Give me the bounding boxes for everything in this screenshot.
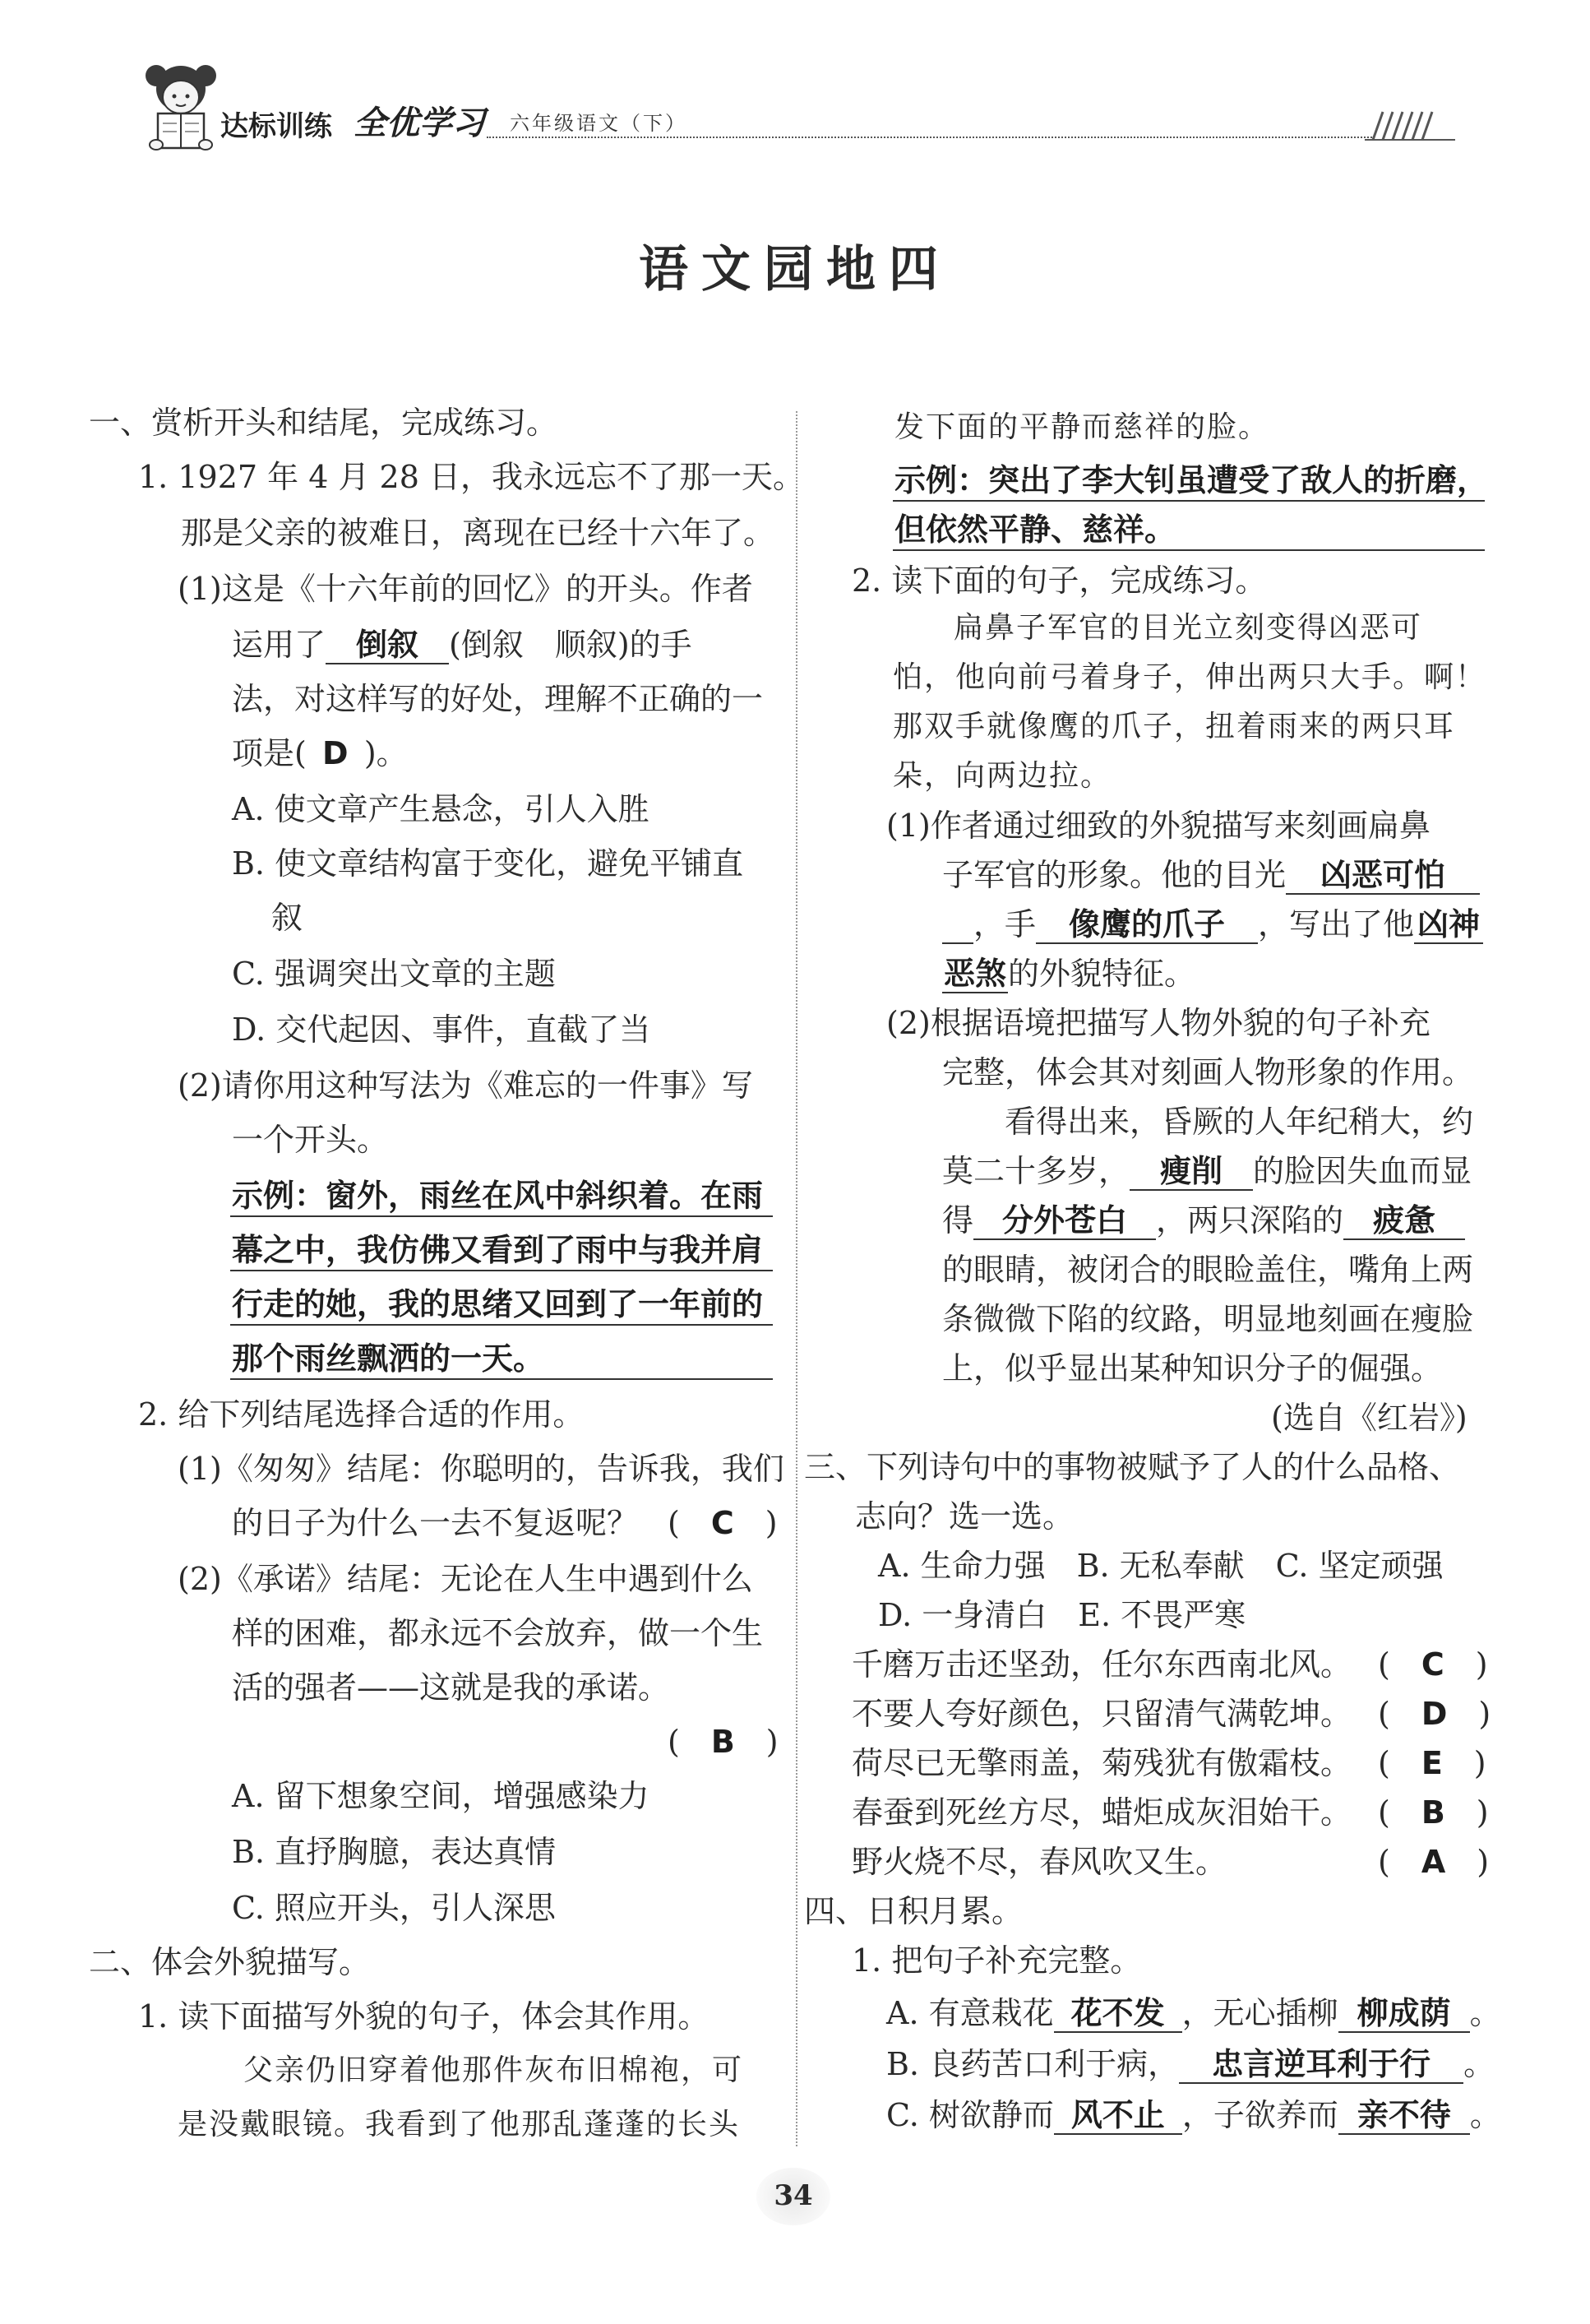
answer-blank: 柳成荫 [1338,1995,1470,2033]
poem-line-4: 春蚕到死丝方尽，蜡炬成灰泪始干。 [852,1794,1352,1831]
passage-line-2: 是没戴眼镜。我看到了他那乱蓬蓬的长头 [178,2108,741,2141]
answer-blank: 凶神 [1414,906,1483,944]
q1-part1-line-a: (1)这是《十六年前的回忆》的开头。作者 [178,571,753,607]
answer-choice: D [1421,1696,1448,1732]
s2-q1-answer-1: 示例：突出了李大钊虽遭受了敌人的折磨， [894,462,1489,498]
s2-q1-line: 1. 读下面描写外貌的句子，体会其作用。 [138,1998,709,2035]
option-b-line1: B. 使文章结构富于变化，避免平铺直 [232,845,744,882]
answer-blank-tail [942,906,973,944]
poem-answer-4: ( B ) [1378,1794,1489,1831]
q2-part2-line-a: (2)《承诺》结尾：无论在人生中遇到什么 [178,1561,753,1597]
answer-blank: 疲惫 [1343,1202,1465,1240]
q1-part2-line-b: 一个开头。 [232,1122,389,1158]
header-rule [487,137,1375,138]
q1-line1: 1. 1927 年 4 月 28 日，我永远忘不了那一天。 [138,459,804,495]
poem-line-2: 不要人夸好颜色，只留清气满乾坤。 [852,1696,1352,1732]
brand-script: 全优学习 [354,104,485,142]
text: ，写出了他 [1258,906,1415,942]
sq2-line-g: 条微微下陷的纹路，明显地刻画在瘦脸 [942,1301,1474,1337]
q2-part1-line-b: 的日子为什么一去不复返呢？ [232,1505,639,1541]
s3-options-1: A. 生命力强 B. 无私奉献 C. 坚定顽强 [878,1548,1444,1584]
section-2-heading: 二、体会外貌描写。 [89,1944,371,1980]
header-stripes-icon [1365,109,1455,141]
q1-line2: 那是父亲的被难日，离现在已经十六年了。 [181,515,775,551]
q2-part2-line-b: 样的困难，都永远不会放弃，做一个生 [232,1615,764,1651]
sq1-line-c [942,905,1483,944]
q1-part2-answer-3: 行走的她，我的思绪又回到了一年前的 [232,1286,764,1322]
text: ，无心插柳 [1181,1995,1338,2031]
passage-line-1: 父亲仍旧穿着他那件灰布旧棉袍，可 [243,2053,744,2087]
column-divider [796,411,797,2146]
poem-line-3: 荷尽已无擎雨盖，菊残犹有傲霜枝。 [852,1745,1352,1781]
answer-choice: C [710,1505,734,1541]
sq1-line-d [942,954,1195,993]
q1-part1-line-b [232,625,692,664]
option-b-line2: 叙 [271,900,303,936]
s4-q1-line: 1. 把句子补充完整。 [852,1942,1142,1979]
answer-blank: 倒叙 [326,627,449,664]
q1-part2-answer-4: 那个雨丝飘洒的一天。 [232,1340,545,1377]
page-number: 34 [774,2179,813,2212]
q2-line: 2. 给下列结尾选择合适的作用。 [138,1396,585,1433]
poem-answer-5: ( A ) [1378,1844,1490,1880]
section-3-heading-b: 志向？选一选。 [855,1498,1075,1535]
q2-part1-line-a: (1)《匆匆》结尾：你聪明的，告诉我，我们 [178,1451,784,1487]
poem-line-5: 野火烧不尽，春风吹又生。 [852,1844,1227,1880]
answer-blank: 像鹰的爪子 [1036,906,1258,944]
text: 子军官的形象。他的目光 [942,857,1287,893]
answer-blank: 恶煞 [943,956,1006,992]
answer-rule [230,1324,773,1326]
q1-part2-line-a: (2)请你用这种写法为《难忘的一件事》写 [178,1067,753,1104]
q2-part2-answer: ( B ) [668,1724,779,1760]
girl-reading-icon [140,58,222,155]
text: 的外貌特征。 [1008,956,1196,992]
text: 莫二十多岁， [942,1153,1130,1189]
text: 得 [942,1202,974,1238]
sq1-line-b [942,855,1480,895]
answer-rule [893,500,1485,502]
text: 的脸因失血而显 [1253,1153,1472,1189]
text: ，两只深陷的 [1156,1202,1344,1238]
q2-part1-answer: ( C ) [668,1505,778,1541]
answer-blank: 亲不待 [1338,2097,1470,2135]
s4-c-line [886,2095,1501,2135]
page-title: 语文园地四 [639,241,951,299]
source-note: (选自《红岩》) [1271,1400,1468,1436]
section-4-heading: 四、日积月累。 [804,1893,1024,1929]
answer-blank: 分外苍白 [973,1202,1156,1240]
text: A. 有意栽花 [886,1995,1054,2031]
q2-option-b: B. 直抒胸臆，表达真情 [232,1834,557,1870]
sq2-line-h: 上，似乎显出某种知识分子的倔强。 [942,1350,1443,1387]
answer-blank: 花不发 [1054,1995,1182,2033]
s2-q2-line: 2. 读下面的句子，完成练习。 [852,562,1267,599]
passage-2-line-4: 朵，向两边拉。 [893,759,1112,793]
answer-choice: D [322,735,349,771]
answer-blank: 瘦削 [1130,1153,1253,1191]
answer-choice: B [1421,1794,1445,1831]
answer-choice: E [1421,1745,1443,1781]
answer-rule [230,1270,773,1271]
s4-b-line [886,2044,1495,2084]
passage-2-line-1: 扁鼻子军官的目光立刻变得凶恶可 [954,611,1423,645]
text: 项是( [232,735,307,771]
answer-choice: C [1421,1646,1444,1683]
passage-2-line-3: 那双手就像鹰的爪子，扭着雨来的两只耳 [893,710,1456,743]
q1-part2-answer-1: 示例：窗外，雨丝在风中斜织着。在雨 [232,1178,764,1214]
sq2-line-a: (2)根据语境把描写人物外貌的句子补充 [886,1005,1431,1041]
sq2-line-c: 看得出来，昏厥的人年纪稍大，约 [1005,1104,1474,1140]
brand-name: 达标训练 [220,110,332,143]
passage-2-line-2: 怕，他向前弓着身子，伸出两只大手。啊！ [893,660,1487,694]
answer-rule [230,1378,773,1380]
passage-line-3: 发下面的平静而慈祥的脸。 [894,410,1270,444]
sq1-line-a: (1)作者通过细致的外貌描写来刻画扁鼻 [886,808,1431,844]
book-subtitle: 六年级语文（下） [510,112,687,135]
text: ，子欲养而 [1181,2097,1338,2133]
q1-part1-line-c: 法，对这样写的好处，理解不正确的一 [232,681,764,717]
text: ，手 [973,906,1037,942]
s3-options-2: D. 一身清白 E. 不畏严寒 [878,1597,1246,1633]
answer-blank: 凶恶可怕 [1286,857,1480,895]
poem-answer-2: ( D ) [1378,1696,1491,1732]
section-3-heading-a: 三、下列诗句中的事物被赋予了人的什么品格、 [804,1449,1461,1485]
text: B. 良药苦口利于病， [886,2046,1180,2082]
option-d: D. 交代起因、事件，直截了当 [232,1012,651,1048]
q2-option-c: C. 照应开头，引人深思 [232,1890,556,1926]
sq2-line-f: 的眼睛，被闭合的眼睑盖住，嘴角上两 [942,1252,1474,1288]
q2-option-a: A. 留下想象空间，增强感染力 [232,1778,649,1814]
answer-blank: 风不止 [1054,2097,1182,2135]
text: )。 [363,735,408,771]
s4-a-line [886,1993,1501,2033]
answer-choice: B [710,1724,735,1760]
poem-line-1: 千磨万击还坚劲，任尔东西南北风。 [852,1646,1352,1683]
text: (倒叙 顺叙)的手 [449,627,692,663]
header [132,58,1463,164]
poem-answer-3: ( E ) [1378,1745,1486,1781]
answer-blank: 忠言逆耳利于行 [1179,2046,1463,2084]
option-c: C. 强调突出文章的主题 [232,956,556,992]
text: 。 [1469,2097,1501,2133]
answer-rule [893,549,1485,551]
q1-part1-line-d [232,734,408,773]
q2-part2-line-c: 活的强者——这就是我的承诺。 [232,1669,670,1706]
text: C. 树欲静而 [886,2097,1054,2133]
poem-answer-1: ( C ) [1378,1646,1488,1683]
section-1-heading: 一、赏析开头和结尾，完成练习。 [89,405,558,441]
sq2-line-e [942,1201,1465,1240]
answer-choice: A [1421,1844,1446,1880]
text: 。 [1469,1995,1501,2031]
option-a: A. 使文章产生悬念，引人入胜 [232,791,649,827]
sq2-line-b: 完整，体会其对刻画人物形象的作用。 [942,1054,1474,1090]
sq2-line-d [942,1151,1472,1191]
s2-q1-answer-2: 但依然平静、慈祥。 [894,512,1176,548]
text: 。 [1463,2046,1495,2082]
q1-part2-answer-2: 幕之中，我仿佛又看到了雨中与我并肩 [232,1232,764,1268]
answer-rule [230,1215,773,1217]
text: 运用了 [232,627,326,663]
